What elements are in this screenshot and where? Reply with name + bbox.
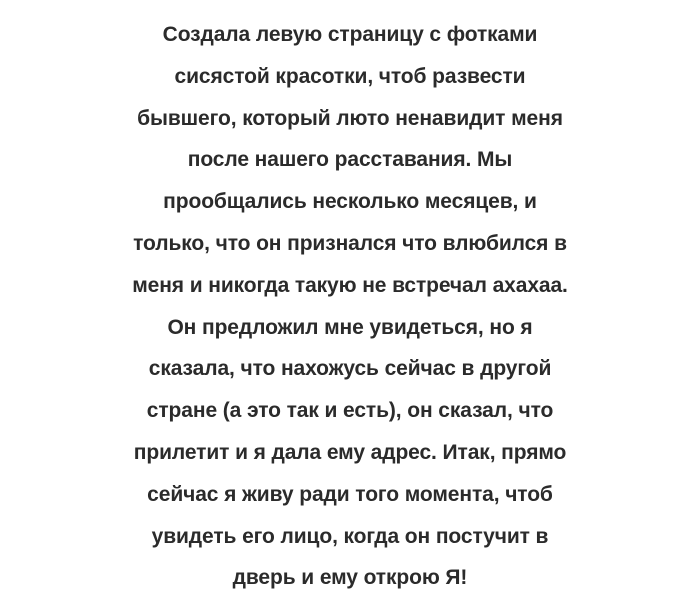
text-line: сисястой красотки, чтоб развести — [174, 64, 526, 88]
text-line: прилетит и я дала ему адрес. Итак, прямо — [133, 440, 567, 464]
text-line: прообщались несколько месяцев, и — [163, 190, 537, 214]
text-line: Создала левую страницу с фотками — [162, 23, 538, 46]
text-line: бывшего, который люто ненавидит меня — [137, 106, 563, 130]
text-line: после нашего расставания. Мы — [187, 148, 513, 172]
post-text — [0, 14, 700, 599]
text-line: дверь и ему открою Я! — [232, 566, 468, 590]
text-line: сейчас я живу ради того момента, чтоб — [147, 482, 553, 506]
text-line: Он предложил мне увидеться, но я — [167, 315, 533, 339]
text-line: меня и никогда такую не встречал ахахаа. — [132, 273, 568, 297]
text-line: стране (а это так и есть), он сказал, что — [146, 399, 554, 423]
text-line: сказала, что нахожусь сейчас в другой — [148, 357, 552, 381]
text-line: только, что он признался что влюбился в — [133, 231, 567, 255]
text-line: увидеть его лицо, когда он постучит в — [151, 524, 549, 548]
